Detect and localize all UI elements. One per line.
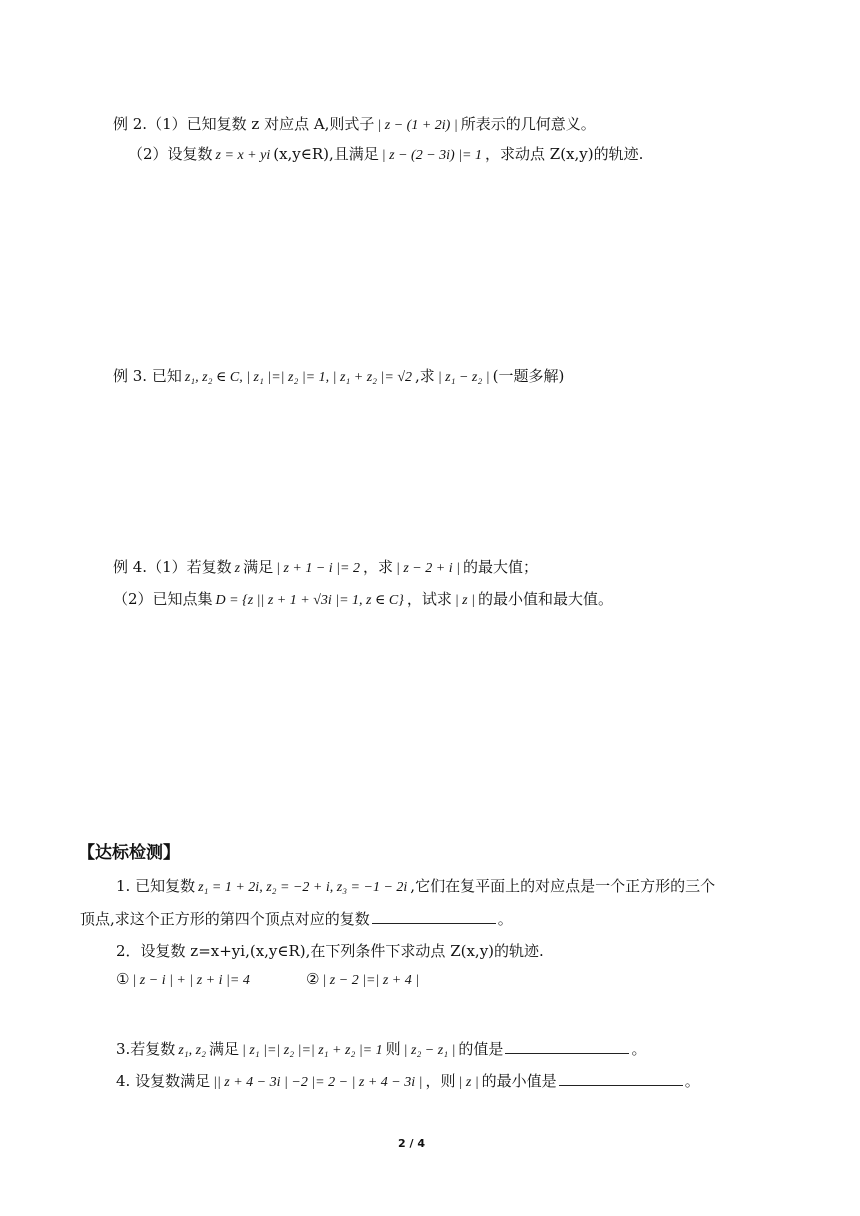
- answer-blank: [505, 1039, 629, 1054]
- text: 4. 设复数满足: [116, 1072, 211, 1090]
- answer-blank: [372, 909, 496, 924]
- example-4-part-1: [113, 556, 538, 580]
- text: 例 2.（1）已知复数 z 对应点 A,则式子: [113, 115, 375, 133]
- circled-number-2: ②: [306, 970, 320, 988]
- text: (x,y∈R),且满足: [273, 145, 379, 163]
- text: ，求: [362, 558, 393, 576]
- text: 所表示的几何意义。: [460, 115, 596, 133]
- question-2-condition-2: [306, 968, 422, 992]
- formula: | z − (2 − 3i) |= 1: [381, 148, 482, 163]
- formula: | z₁ |=| z₂ |=| z₁ + z₂ |= 1: [241, 1043, 383, 1058]
- question-2-conditions: [116, 968, 253, 992]
- text: 例 4.（1）若复数: [113, 558, 232, 576]
- text: 例 3. 已知: [113, 367, 182, 385]
- text: 。: [631, 1040, 647, 1058]
- question-3: [116, 1038, 646, 1062]
- question-2: 2．设复数 z=x+yi,(x,y∈R),在下列条件下求动点 Z(x,y)的轨迹.: [116, 942, 544, 960]
- text: 3.若复数: [116, 1040, 176, 1058]
- formula: | z − i | + | z + i |= 4: [132, 973, 250, 988]
- formula: | z − 2 + i |: [396, 561, 460, 576]
- text: 满足: [243, 558, 274, 576]
- formula: z₁, z₂ ∈ C, | z₁ |=| z₂ |= 1, | z₁ + z₂ |= √2: [184, 370, 413, 385]
- text: 的最小值和最大值。: [477, 590, 613, 608]
- formula: z₁ = 1 + 2i, z₂ = −2 + i, z₃ = −1 − 2i: [198, 880, 408, 895]
- question-4: [116, 1070, 700, 1094]
- example-4-part-2: [113, 588, 613, 612]
- question-1-continued: [80, 908, 513, 930]
- text: 顶点,求这个正方形的第四个顶点对应的复数: [80, 910, 370, 928]
- text: （2）已知点集: [113, 590, 213, 608]
- formula: | z − 2 |=| z + 4 |: [322, 973, 420, 988]
- answer-blank: [559, 1071, 683, 1086]
- text: ，试求: [406, 590, 452, 608]
- example-3: [113, 365, 564, 389]
- formula: z: [234, 561, 241, 576]
- formula: | z₁ − z₂ |: [437, 370, 490, 385]
- example-2-part-2: [128, 143, 643, 167]
- text: 的最大值；: [462, 558, 538, 576]
- text: ，求动点 Z(x,y)的轨迹.: [485, 145, 644, 163]
- formula: | z − (1 + 2i) |: [377, 118, 458, 133]
- formula: z₁, z₂: [178, 1043, 206, 1058]
- text: （2）设复数: [128, 145, 213, 163]
- text: 1. 已知复数: [116, 877, 196, 895]
- example-2-part-1: [113, 113, 596, 137]
- formula: | z + 1 − i |= 2: [276, 561, 360, 576]
- formula: | z |: [454, 593, 475, 608]
- formula: D = {z || z + 1 + √3i |= 1, z ∈ C}: [215, 593, 404, 608]
- text: 的最小值是: [481, 1072, 557, 1090]
- formula: || z + 4 − 3i | −2 |= 2 − | z + 4 − 3i |: [213, 1075, 423, 1090]
- text: ,求: [415, 367, 435, 385]
- text: (一题多解): [492, 367, 565, 385]
- text: 。: [684, 1072, 700, 1090]
- text: 。: [497, 910, 513, 928]
- section-heading: 【达标检测】: [78, 843, 180, 863]
- text: ,它们在复平面上的对应点是一个正方形的三个: [410, 877, 716, 895]
- text: ，则: [425, 1072, 456, 1090]
- circled-number-1: ①: [116, 970, 130, 988]
- question-1: [116, 875, 715, 899]
- text: 满足: [208, 1040, 239, 1058]
- formula: | z |: [458, 1075, 479, 1090]
- page-number: 2 / 4: [398, 1137, 425, 1150]
- formula: | z₂ − z₁ |: [403, 1043, 456, 1058]
- text: 的值是: [458, 1040, 504, 1058]
- formula: z = x + yi: [215, 148, 271, 163]
- text: 则: [385, 1040, 401, 1058]
